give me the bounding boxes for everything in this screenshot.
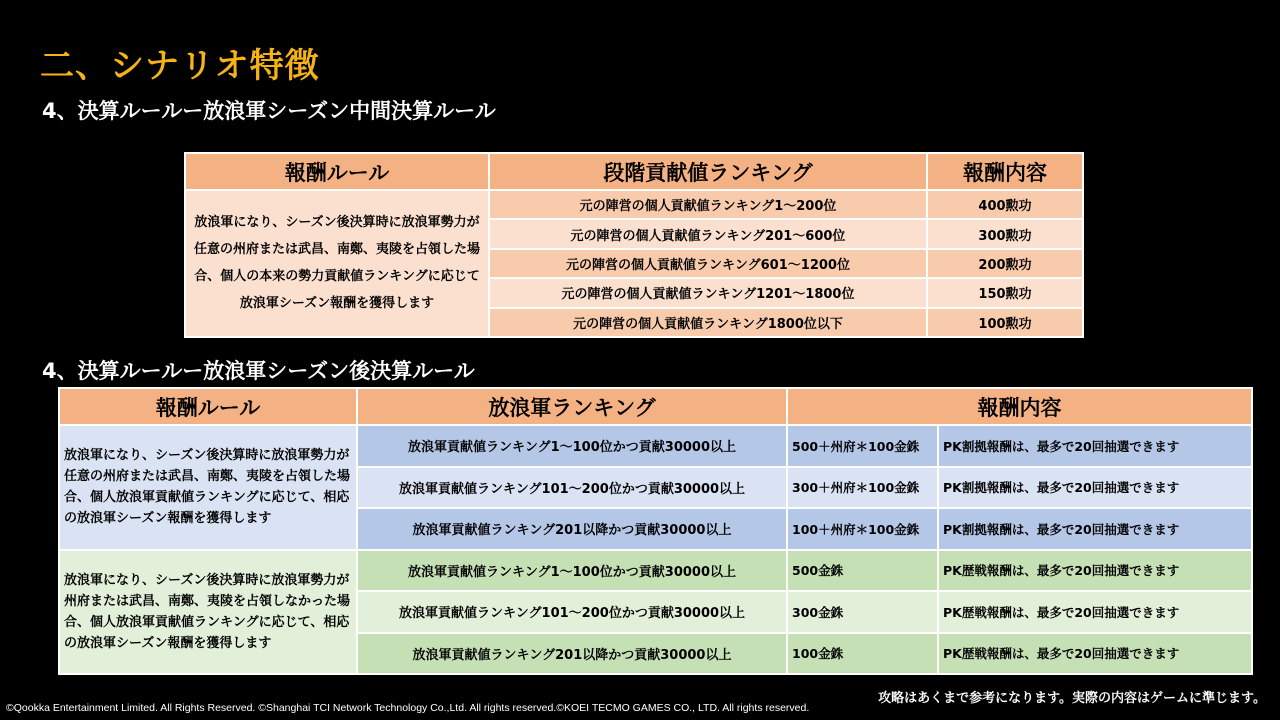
- pk-reward-cell: PK歴戦報酬は、最多で20回抽選できます: [938, 550, 1252, 592]
- pk-reward-cell: PK歴戦報酬は、最多で20回抽選できます: [938, 633, 1252, 675]
- ranking-cell: 元の陣営の個人貢献値ランキング201～600位: [489, 219, 927, 248]
- section1-heading: 4、決算ルールー放浪軍シーズン中間決算ルール: [42, 99, 496, 123]
- reward-cell: 100金銖: [787, 633, 938, 675]
- header-rule: 報酬ルール: [185, 153, 489, 190]
- ranking-cell: 放浪軍貢献値ランキング101～200位かつ貢献30000以上: [357, 591, 787, 633]
- ranking-cell: 元の陣営の個人貢献値ランキング1～200位: [489, 190, 927, 219]
- post-season-reward-table: [58, 387, 1253, 675]
- table-row: [185, 190, 1083, 219]
- ranking-cell: 元の陣営の個人貢献値ランキング1800位以下: [489, 308, 927, 337]
- reward-cell: 300勲功: [927, 219, 1083, 248]
- reward-cell: 100勲功: [927, 308, 1083, 337]
- ranking-cell: 放浪軍貢献値ランキング1～100位かつ貢献30000以上: [357, 550, 787, 592]
- ranking-cell: 放浪軍貢献値ランキング101～200位かつ貢献30000以上: [357, 467, 787, 509]
- reward-cell: 400勲功: [927, 190, 1083, 219]
- reward-rule-text: 放浪軍になり、シーズン後決算時に放浪軍勢力が任意の州府または武昌、南鄭、夷陵を占領した場合、個人の本来の勢力貢献値ランキングに応じて放浪軍シーズン報酬を獲得します: [185, 190, 489, 337]
- reward-rule-text: 放浪軍になり、シーズン後決算時に放浪軍勢力が任意の州府または武昌、南鄭、夷陵を占領した場合、個人放浪軍貢献値ランキングに応じて、相応の放浪軍シーズン報酬を獲得します: [59, 425, 357, 550]
- ranking-cell: 放浪軍貢献値ランキング201以降かつ貢献30000以上: [357, 508, 787, 550]
- copyright-text: ©Qookka Entertainment Limited. All Rights Reserved. ©Shanghai TCI Network Technology Co.,Ltd. All rights reserved.©KOEI TECMO GAMES CO., LTD. All rights reserved.: [6, 702, 810, 714]
- section2-heading: 4、決算ルールー放浪軍シーズン後決算ルール: [42, 359, 475, 383]
- reward-cell: 200勲功: [927, 249, 1083, 278]
- header-reward: 報酬内容: [787, 388, 1252, 425]
- reward-rule-text: 放浪軍になり、シーズン後決算時に放浪軍勢力が州府または武昌、南鄭、夷陵を占領しなかった場合、個人放浪軍貢献値ランキングに応じて、相応の放浪軍シーズン報酬を獲得します: [59, 550, 357, 675]
- ranking-cell: 元の陣営の個人貢献値ランキング601～1200位: [489, 249, 927, 278]
- header-ranking: 段階貢献値ランキング: [489, 153, 927, 190]
- ranking-cell: 元の陣営の個人貢献値ランキング1201～1800位: [489, 278, 927, 307]
- disclaimer-notice: 攻略はあくまで参考になります。実際の内容はゲームに準じます。: [878, 691, 1266, 706]
- reward-cell: 300＋州府＊100金銖: [787, 467, 938, 509]
- reward-cell: 500金銖: [787, 550, 938, 592]
- table-row: [59, 550, 1252, 592]
- reward-cell: 150勲功: [927, 278, 1083, 307]
- table-row: [59, 425, 1252, 467]
- table-header-row: [59, 388, 1252, 425]
- mid-season-reward-table: [184, 152, 1084, 338]
- reward-cell: 300金銖: [787, 591, 938, 633]
- header-reward: 報酬内容: [927, 153, 1083, 190]
- pk-reward-cell: PK割拠報酬は、最多で20回抽選できます: [938, 467, 1252, 509]
- pk-reward-cell: PK割拠報酬は、最多で20回抽選できます: [938, 425, 1252, 467]
- table-header-row: [185, 153, 1083, 190]
- reward-cell: 100＋州府＊100金銖: [787, 508, 938, 550]
- page-title: 二、シナリオ特徴: [40, 46, 320, 86]
- header-ranking: 放浪軍ランキング: [357, 388, 787, 425]
- header-rule: 報酬ルール: [59, 388, 357, 425]
- pk-reward-cell: PK歴戦報酬は、最多で20回抽選できます: [938, 591, 1252, 633]
- ranking-cell: 放浪軍貢献値ランキング1～100位かつ貢献30000以上: [357, 425, 787, 467]
- reward-cell: 500＋州府＊100金銖: [787, 425, 938, 467]
- ranking-cell: 放浪軍貢献値ランキング201以降かつ貢献30000以上: [357, 633, 787, 675]
- pk-reward-cell: PK割拠報酬は、最多で20回抽選できます: [938, 508, 1252, 550]
